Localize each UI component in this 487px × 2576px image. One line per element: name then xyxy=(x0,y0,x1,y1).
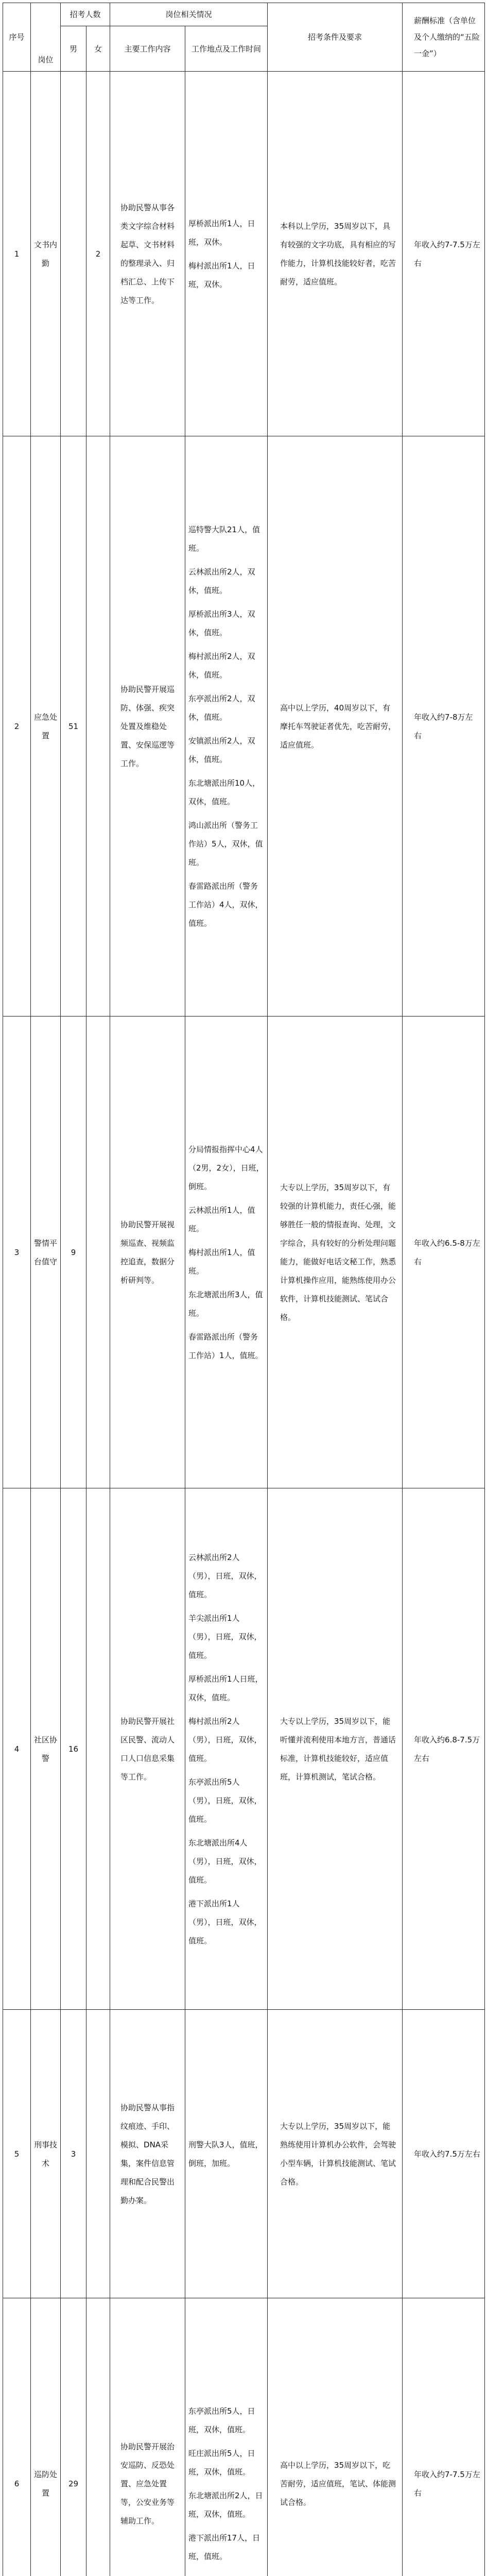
location-entry: 厚桥派出所3人，双休，值班。 xyxy=(188,609,255,637)
table-body xyxy=(3,72,485,2576)
row-requirements: 高中以上学历，40周岁以下，有摩托车驾驶证者优先，吃苦耐劳，适应值班。 xyxy=(268,436,403,1016)
row-position: 警情平台值守 xyxy=(31,1016,61,1488)
row-duties: 协助民警从事各类文字综合材料起草、文书材料的整理录入、归档汇总、上传下达等工作。 xyxy=(110,72,185,436)
location-entry: 港下派出所1人（男），日班，双休，值班。 xyxy=(188,1899,262,1945)
location-entry: 梅村派出所2人（男），日班，双休，值班。 xyxy=(188,1716,262,1763)
row-male-count: 16 xyxy=(61,1488,86,2010)
table-row xyxy=(3,2298,485,2576)
header-duties-group: 岗位相关情况 xyxy=(110,3,268,26)
row-male-count: 51 xyxy=(61,436,86,1016)
row-pay: 年收入约7-7.5万左右 xyxy=(403,72,485,436)
location-entry: 鸿山派出所（警务工作站）5人，双休，值班。 xyxy=(188,820,263,867)
location-entry: 春雷路派出所（警务工作站）4人，双休，值班。 xyxy=(188,881,263,928)
row-female-count xyxy=(86,1488,110,2010)
row-duties: 协助民警开展社区民警、流动人口人口信息采集等工作。 xyxy=(110,1488,185,2010)
row-seq: 4 xyxy=(3,1488,31,2010)
header-pay: 薪酬标准（含单位及个人缴纳的“五险一金”） xyxy=(403,3,485,72)
header-male: 男 xyxy=(61,26,86,72)
table-row xyxy=(3,2010,485,2298)
header-seq: 序号 xyxy=(3,3,31,72)
location-entry: 安镇派出所2人，双休，值班。 xyxy=(188,736,255,764)
location-entry: 春雷路派出所（警务工作站）1人，值班。 xyxy=(188,1332,263,1360)
location-entry: 梅村派出所1人，日班，双休。 xyxy=(188,261,255,289)
row-female-count xyxy=(86,436,110,1016)
row-pay: 年收入约7-7.5万左右 xyxy=(403,2298,485,2576)
header-requirements: 招考条件及要求 xyxy=(268,3,403,72)
header-count-group: 招考人数 xyxy=(61,3,110,26)
location-entry: 旺庄派出所5人，日班，双休，值班。 xyxy=(188,2448,255,2477)
location-entry: 巡特警大队21人，值班。 xyxy=(188,524,260,553)
row-duties: 协助民警从事指纹痕迹、手印、模拟、DNA采集，案件信息管理和配合民警出勤办案。 xyxy=(110,2010,185,2298)
row-seq: 5 xyxy=(3,2010,31,2298)
row-seq: 1 xyxy=(3,72,31,436)
header-duties: 主要工作内容 xyxy=(110,26,185,72)
header-row-1 xyxy=(3,3,485,26)
row-female-count: 2 xyxy=(86,72,110,436)
location-entry: 东北塘派出所4人（男），日班，双休，值班。 xyxy=(188,1838,262,1885)
row-male-count xyxy=(61,72,86,436)
row-position: 刑事技术 xyxy=(31,2010,61,2298)
row-duties: 协助民警开展巡防、体强、疾突处置及维稳处置、安保巡逻等工作。 xyxy=(110,436,185,1016)
row-duties: 协助民警开展治安巡防、反恐处置、应急处置等，公安业务等辅助工作。 xyxy=(110,2298,185,2576)
row-pay: 年收入约6.5-8万左右 xyxy=(403,1016,485,1488)
location-entry: 东亭派出所2人，双休，值班。 xyxy=(188,693,255,722)
row-locations xyxy=(185,72,268,436)
row-requirements: 大专以上学历，35周岁以下，有较强的计算机能力，责任心强，能够胜任一般的情报查询、处理，文字综合，具有较好的分析处理问题能力，能做好电话文秘工作，熟悉计算机操作应用，能熟练使用办公软件，计算机技能测试、笔试合格。 xyxy=(268,1016,403,1488)
location-entry: 厚桥派出所1人日班，双休，值班。 xyxy=(188,1674,263,1702)
table-row xyxy=(3,72,485,436)
table-row xyxy=(3,436,485,1016)
row-female-count xyxy=(86,2298,110,2576)
location-entry: 东北塘派出所2人，日班，双休，值班。 xyxy=(188,2490,263,2519)
row-position: 社区协警 xyxy=(31,1488,61,2010)
location-entry: 刑警大队3人，值班，倒班，加班。 xyxy=(188,2140,263,2168)
header-position-label: 岗位 xyxy=(38,55,54,64)
row-locations xyxy=(185,1016,268,1488)
location-entry: 云林派出所2人（男），日班，双休，值班。 xyxy=(188,1552,262,1599)
row-locations xyxy=(185,2010,268,2298)
row-position: 巡防处置 xyxy=(31,2298,61,2576)
row-male-count: 9 xyxy=(61,1016,86,1488)
row-seq: 6 xyxy=(3,2298,31,2576)
row-seq: 2 xyxy=(3,436,31,1016)
location-entry: 港下派出所17人，日班，值班。 xyxy=(188,2533,260,2561)
location-entry: 羊尖派出所1人（男），日班，双休，值班。 xyxy=(188,1613,262,1660)
header-location: 工作地点及工作时间 xyxy=(185,26,268,72)
location-entry: 分局情报指挥中心4人（2男，2女），日班，倒班。 xyxy=(188,1144,264,1191)
row-pay: 年收入约6.8-7.5万左右 xyxy=(403,1488,485,2010)
row-female-count xyxy=(86,1016,110,1488)
row-position: 应急处置 xyxy=(31,436,61,1016)
location-entry: 云林派出所2人，双休，值班。 xyxy=(188,567,255,595)
location-entry: 东亭派出所5人（男），日班，双休，值班。 xyxy=(188,1777,262,1824)
row-seq: 3 xyxy=(3,1016,31,1488)
row-locations xyxy=(185,2298,268,2576)
recruitment-table xyxy=(3,3,485,2576)
row-male-count: 29 xyxy=(61,2298,86,2576)
row-locations xyxy=(185,1488,268,2010)
row-locations xyxy=(185,436,268,1016)
location-entry: 东北塘派出所3人，值班。 xyxy=(188,1290,263,1318)
location-entry: 东北塘派出所10人，双休，值班。 xyxy=(188,778,260,806)
row-position: 文书内勤 xyxy=(31,72,61,436)
row-male-count: 3 xyxy=(61,2010,86,2298)
table-row xyxy=(3,1016,485,1488)
row-requirements: 本科以上学历，35周岁以下，具有较强的文字功底，具有相应的写作能力，计算机技能较好者，吃苦耐劳，适应值班。 xyxy=(268,72,403,436)
row-pay: 年收入约7.5万左右 xyxy=(403,2010,485,2298)
location-entry: 东亭派出所5人，日班，双休，值班。 xyxy=(188,2406,255,2434)
row-duties: 协助民警开展视频巡查、视频监控追查，数据分析研判等。 xyxy=(110,1016,185,1488)
table-header xyxy=(3,3,485,72)
document-page xyxy=(0,3,487,2576)
row-female-count xyxy=(86,2010,110,2298)
row-requirements: 大专以上学历，35周岁以下，能熟练使用计算机办公软件，会驾驶小型车辆，计算机技能测试、笔试合格。 xyxy=(268,2010,403,2298)
row-pay: 年收入约7-8万左右 xyxy=(403,436,485,1016)
location-entry: 梅村派出所2人，双休，值班。 xyxy=(188,651,255,680)
header-female: 女 xyxy=(86,26,110,72)
row-requirements: 高中以上学历，35周岁以下，吃苦耐劳，适应值班，笔试、体能测试合格。 xyxy=(268,2298,403,2576)
row-requirements: 大专以上学历，35周岁以下，能听懂并流利使用本地方言，普通话标准，计算机技能较好，适应值班，计算机测试，笔试合格。 xyxy=(268,1488,403,2010)
header-position xyxy=(31,3,61,72)
table-row xyxy=(3,1488,485,2010)
location-entry: 厚桥派出所1人，日班，双休。 xyxy=(188,218,255,247)
location-entry: 云林派出所1人，值班。 xyxy=(188,1205,255,1233)
location-entry: 梅村派出所1人，值班。 xyxy=(188,1247,255,1276)
